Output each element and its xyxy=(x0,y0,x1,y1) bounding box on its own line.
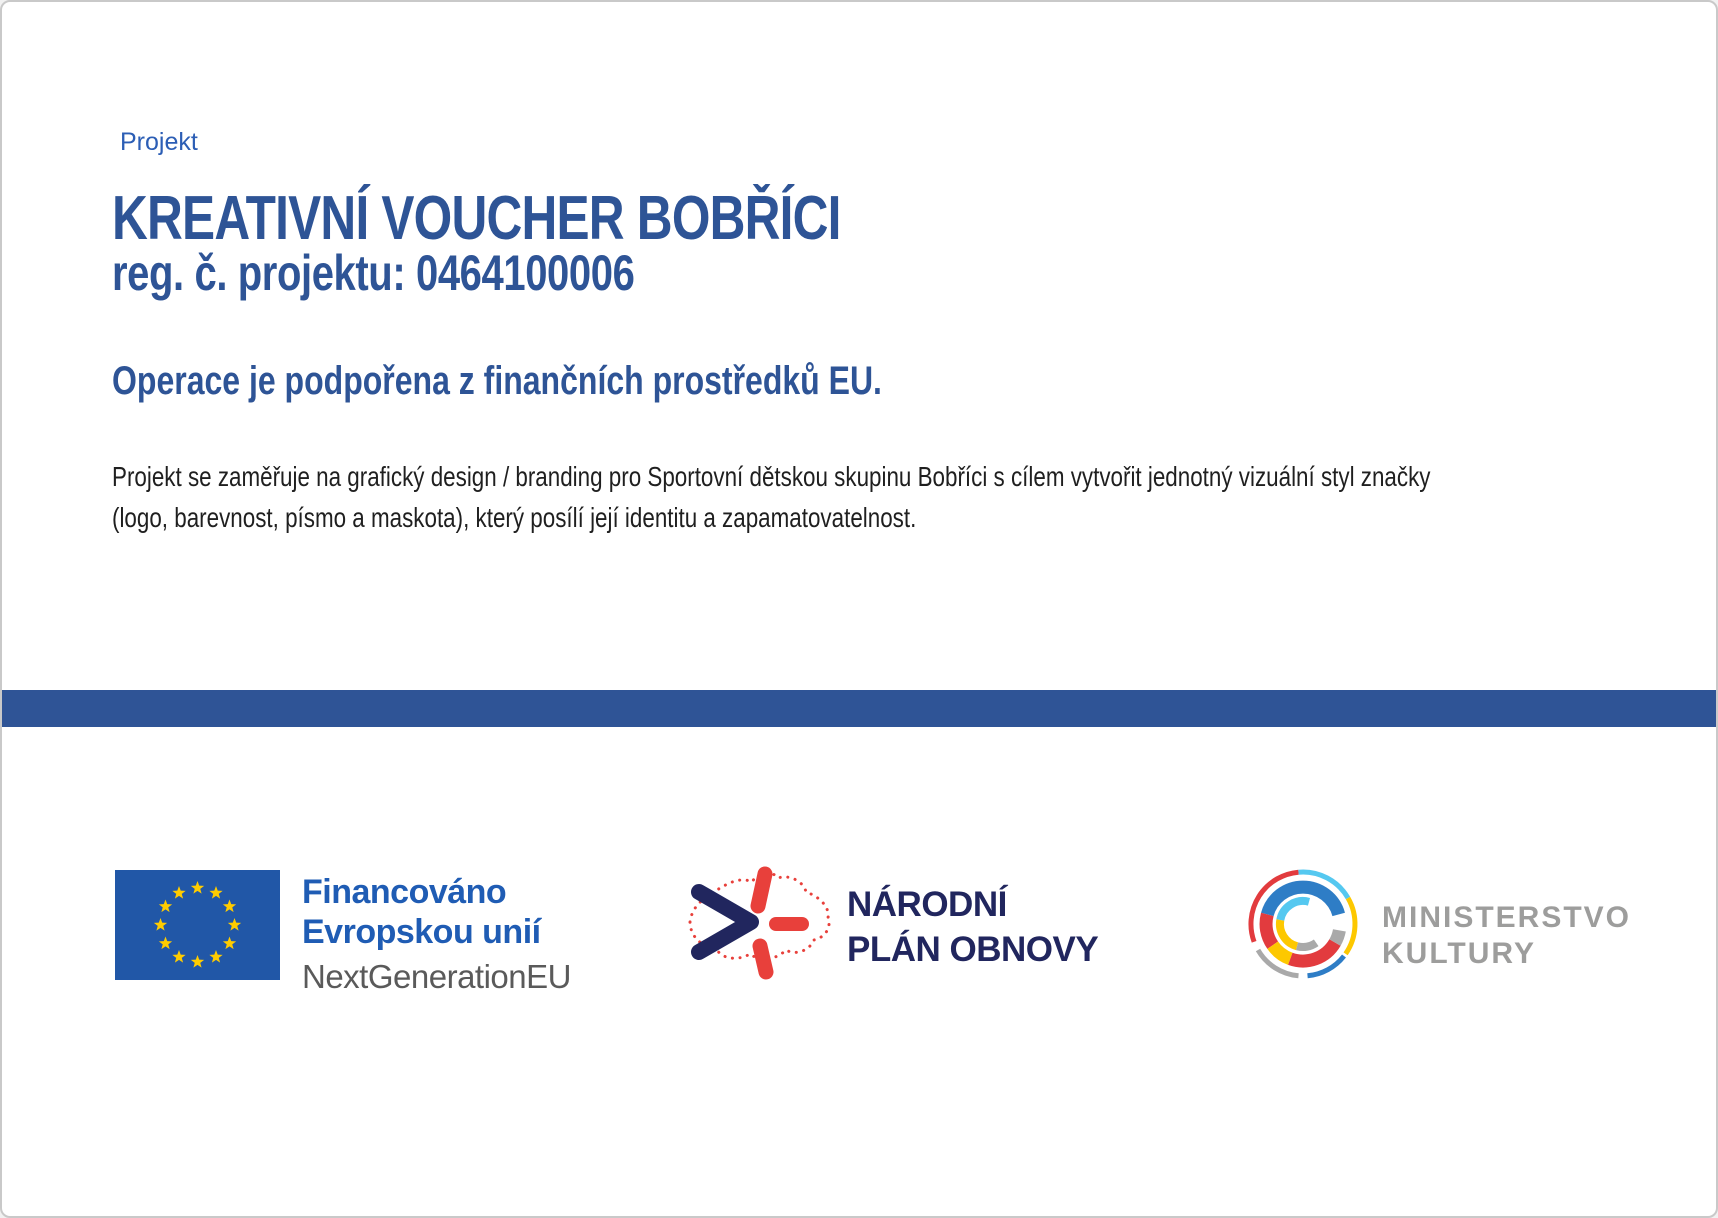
mk-line2: KULTURY xyxy=(1382,937,1536,970)
eu-funding-lockup xyxy=(115,870,571,996)
project-description: Projekt se zaměřuje na grafický design / branding pro Sportovní dětskou skupinu Bobříci s cílem vytvořit jednotný vizuální styl značky (logo, barevnost, písmo a maskota), který posílí její identitu a zapamatovatelnost. xyxy=(112,461,1431,533)
nextgeneration-eu-label: NextGenerationEU xyxy=(302,958,571,995)
npo-line2: PLÁN OBNOVY xyxy=(847,930,1099,969)
divider-bar xyxy=(2,690,1716,727)
eu-funding-line1: Financováno xyxy=(302,873,507,911)
eyebrow-label: Projekt xyxy=(120,128,198,156)
page-title: KREATIVNÍ VOUCHER BOBŘÍCI xyxy=(112,184,841,253)
npo-text xyxy=(847,882,1098,972)
subtitle: Operace je podpořena z finančních prostředků EU. xyxy=(112,359,882,403)
eu-funding-line2: Evropskou unií xyxy=(302,913,541,951)
mk-line1: MINISTERSTVO xyxy=(1382,901,1632,934)
mk-text xyxy=(1382,900,1631,972)
npo-line1: NÁRODNÍ xyxy=(847,885,1007,924)
registration-number: reg. č. projektu: 0464100006 xyxy=(112,245,635,301)
eu-funding-text xyxy=(302,870,571,996)
npo-arrow-icon xyxy=(662,860,842,990)
mk-circle-icon xyxy=(1247,868,1359,980)
eu-flag-icon xyxy=(115,870,280,980)
